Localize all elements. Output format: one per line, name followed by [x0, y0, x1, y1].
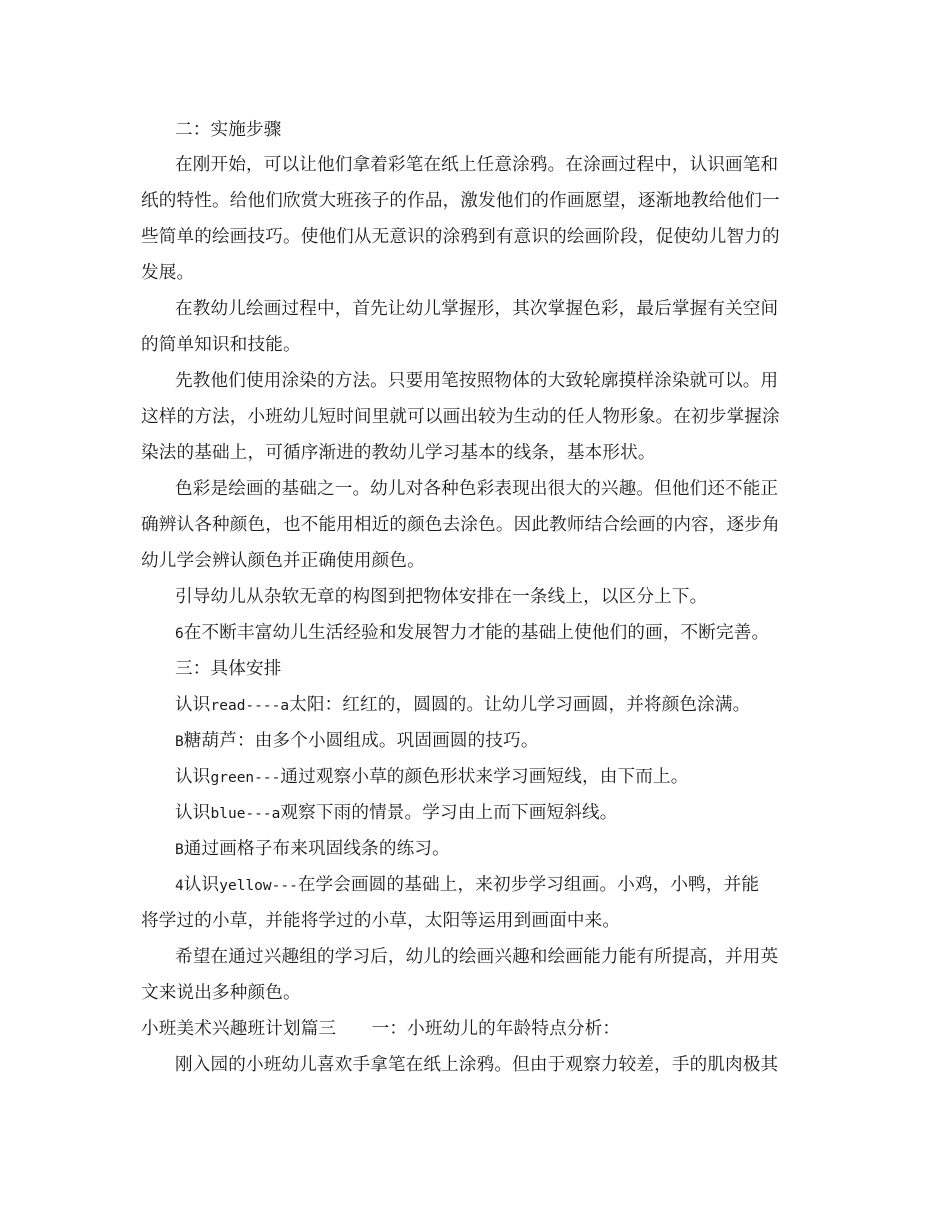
- text-line: 发展。: [141, 263, 195, 283]
- text-line: 认识read----a太阳：红红的，圆圆的。让幼儿学习画圆，并将颜色涂满。: [175, 695, 751, 715]
- text-line: B糖葫芦：由多个小圆组成。巩固画圆的技巧。: [175, 731, 539, 751]
- text-line: 文来说出多种颜色。: [141, 983, 301, 1003]
- text-line: 这样的方法，小班幼儿短时间里就可以画出较为生动的任人物形象。在初步掌握涂: [141, 407, 780, 427]
- text-line: 刚入园的小班幼儿喜欢手拿笔在纸上涂鸦。但由于观察力较差，手的肌肉极其: [175, 1055, 779, 1075]
- text-line: 认识blue---a观察下雨的情景。学习由上而下画短斜线。: [175, 803, 618, 823]
- text-line: 二：实施步骤: [175, 120, 282, 140]
- text-line: 6在不断丰富幼儿生活经验和发展智力才能的基础上使他们的画，不断完善。: [175, 623, 770, 643]
- text-line: 希望在通过兴趣组的学习后，幼儿的绘画兴趣和绘画能力能有所提高，并用英: [175, 947, 779, 967]
- text-line: 认识green---通过观察小草的颜色形状来学习画短线，由下而上。: [175, 767, 689, 787]
- text-line: 的简单知识和技能。: [141, 335, 301, 355]
- text-line: B通过画格子布来巩固线条的练习。: [175, 839, 450, 859]
- text-line: 确辨认各种颜色，也不能用相近的颜色去涂色。因此教师结合绘画的内容，逐步角: [141, 515, 780, 535]
- text-line: 色彩是绘画的基础之一。幼儿对各种色彩表现出很大的兴趣。但他们还不能正: [175, 479, 779, 499]
- text-line: 三：具体安排: [175, 659, 282, 679]
- text-line: 将学过的小草，并能将学过的小草，太阳等运用到画面中来。: [141, 911, 621, 931]
- section-heading: 小班美术兴趣班计划篇三 一：小班幼儿的年龄特点分析：: [141, 1019, 621, 1039]
- text-line: 在刚开始，可以让他们拿着彩笔在纸上任意涂鸦。在涂画过程中，认识画笔和: [175, 155, 779, 175]
- text-line: 先教他们使用涂染的方法。只要用笔按照物体的大致轮廓摸样涂染就可以。用: [175, 371, 779, 391]
- text-line: 幼儿学会辨认颜色并正确使用颜色。: [141, 551, 425, 571]
- text-line: 在教幼儿绘画过程中，首先让幼儿掌握形，其次掌握色彩，最后掌握有关空间: [175, 299, 779, 319]
- text-line: 些简单的绘画技巧。使他们从无意识的涂鸦到有意识的绘画阶段，促使幼儿智力的: [141, 227, 780, 247]
- text-line: 染法的基础上，可循序渐进的教幼儿学习基本的线条，基本形状。: [141, 443, 656, 463]
- text-line: 4认识yellow---在学会画圆的基础上，来初步学习组画。小鸡，小鸭，并能: [175, 875, 760, 895]
- text-line: 纸的特性。给他们欣赏大班孩子的作品，激发他们的作画愿望，逐渐地教给他们一: [141, 191, 780, 211]
- text-line: 引导幼儿从杂软无章的构图到把物体安排在一条线上，以区分上下。: [175, 587, 708, 607]
